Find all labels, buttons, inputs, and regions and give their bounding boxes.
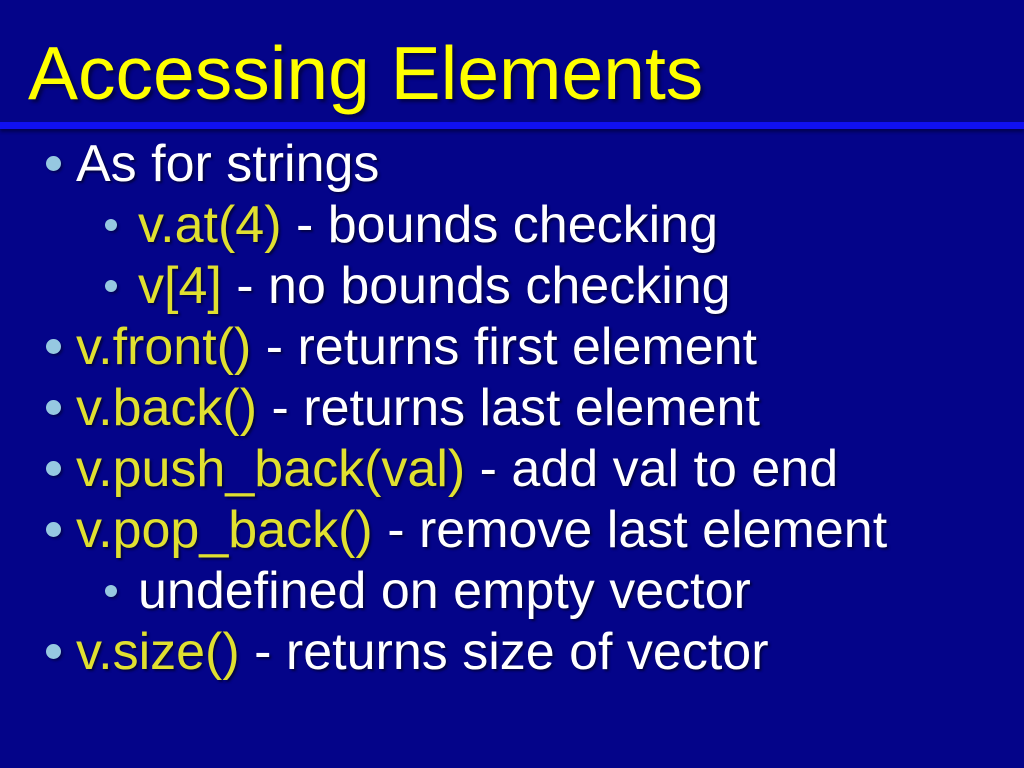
bullet-row xyxy=(0,133,1024,194)
description-text: - no bounds checking xyxy=(221,256,731,315)
bullet-dot-icon xyxy=(46,522,61,537)
bullet-row xyxy=(0,621,1024,682)
bullet-text xyxy=(76,317,757,376)
description-text: - add val to end xyxy=(465,439,839,498)
title-underline xyxy=(0,122,1024,129)
description-text: - returns size of vector xyxy=(239,622,769,681)
bullet-dot-icon xyxy=(46,156,61,171)
bullet-text xyxy=(76,500,888,559)
code-fragment: v[4] xyxy=(138,256,222,315)
bullet-dot-icon xyxy=(46,339,61,354)
description-text: undefined on empty vector xyxy=(138,561,751,620)
bullet-text xyxy=(76,439,839,498)
code-fragment: v.push_back(val) xyxy=(76,439,466,498)
bullet-text xyxy=(138,256,731,315)
code-fragment: v.front() xyxy=(76,317,252,376)
description-text: - returns last element xyxy=(257,378,760,437)
slide-title: Accessing Elements xyxy=(28,31,704,115)
bullet-row xyxy=(0,316,1024,377)
bullet-row xyxy=(0,499,1024,560)
bullet-dot-icon xyxy=(46,461,61,476)
description-text: - bounds checking xyxy=(281,195,719,254)
bullet-list xyxy=(0,133,1024,682)
bullet-text xyxy=(138,561,751,620)
bullet-dot-icon xyxy=(105,219,117,231)
bullet-dot-icon xyxy=(105,585,117,597)
description-text: - returns first element xyxy=(251,317,757,376)
code-fragment: v.pop_back() xyxy=(76,500,373,559)
bullet-text xyxy=(76,134,380,193)
bullet-text xyxy=(76,622,769,681)
bullet-dot-icon xyxy=(46,644,61,659)
code-fragment: v.at(4) xyxy=(138,195,282,254)
code-fragment: v.back() xyxy=(76,378,258,437)
bullet-dot-icon xyxy=(105,280,117,292)
bullet-text xyxy=(138,195,719,254)
bullet-row xyxy=(0,194,1024,255)
bullet-row xyxy=(0,560,1024,621)
bullet-row xyxy=(0,377,1024,438)
bullet-row xyxy=(0,438,1024,499)
bullet-text xyxy=(76,378,760,437)
description-text: - remove last element xyxy=(372,500,888,559)
description-text: As for strings xyxy=(76,134,380,193)
bullet-row xyxy=(0,255,1024,316)
code-fragment: v.size() xyxy=(76,622,240,681)
bullet-dot-icon xyxy=(46,400,61,415)
